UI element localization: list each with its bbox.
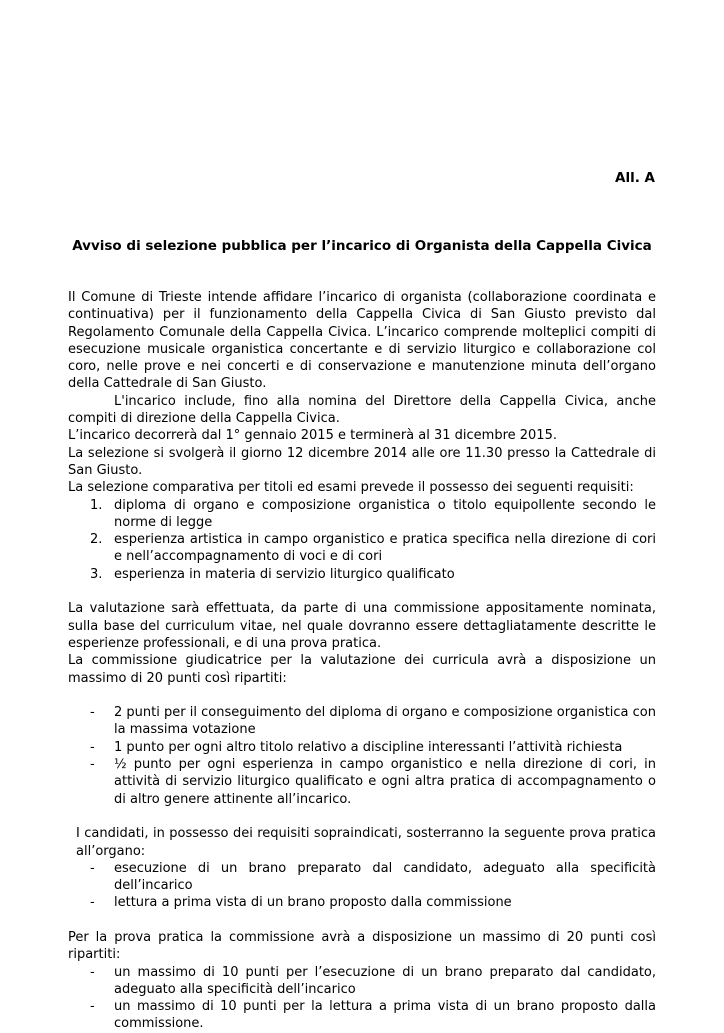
practical-points-paragraph: Per la prova pratica la commissione avrà a disposizione un massimo di 20 punti così ripartiti: xyxy=(68,929,656,963)
list-item xyxy=(68,531,656,566)
dash-marker: - xyxy=(90,999,95,1015)
list-item-text: esecuzione di un brano preparato dal candidato, adeguato alla specificità dell’incarico xyxy=(114,860,656,894)
list-item-text: un massimo di 10 punti per l’esecuzione di un brano preparato dal candidato, adeguato alla specificità dell’incarico xyxy=(114,964,656,997)
list-item-text: esperienza artistica in campo organistico e pratica specifica nella direzione di cori e nell’accompagnamento di voci e di cori xyxy=(114,532,656,565)
selection-date-paragraph: La selezione si svolgerà il giorno 12 dicembre 2014 alle ore 11.30 presso la Cattedrale di San Giusto. xyxy=(68,445,656,478)
dash-marker: - xyxy=(90,757,95,773)
list-number: 2. xyxy=(90,532,103,548)
dash-marker: - xyxy=(90,739,95,755)
candidates-paragraph: I candidati, in possesso dei requisiti sopraindicati, sosterranno la seguente prova pratica all’organo: xyxy=(76,826,656,859)
list-item-text: lettura a prima vista di un brano proposto dalla commissione xyxy=(114,895,512,911)
document-body xyxy=(68,289,656,1033)
requirements-list xyxy=(68,497,656,583)
list-item-text: 2 punti per il conseguimento del diploma di organo e composizione organistica con la massima votazione xyxy=(114,705,656,738)
cv-points-list xyxy=(68,704,656,808)
list-item xyxy=(68,964,656,999)
document-title: Avviso di selezione pubblica per l’incarico di Organista della Cappella Civica xyxy=(72,238,652,254)
list-item-text: ½ punto per ogni esperienza in campo organistico e nella direzione di cori, in attività di servizio liturgico qualificato e ogni altra pratica di accompagnamento o di altro genere attinente all’incarico. xyxy=(114,757,656,807)
annex-label: All. A xyxy=(615,170,655,186)
dash-marker: - xyxy=(90,964,95,980)
list-number: 3. xyxy=(90,566,103,582)
commission-points-paragraph: La commissione giudicatrice per la valutazione dei curricula avrà a disposizione un massimo di 20 punti così ripartiti: xyxy=(68,653,656,686)
duration-paragraph: L’incarico decorrerà dal 1° gennaio 2015 e terminerà al 31 dicembre 2015. xyxy=(68,428,557,444)
spacer xyxy=(68,808,656,825)
practical-items-list xyxy=(68,964,656,1033)
list-item xyxy=(68,497,656,532)
dash-marker: - xyxy=(90,895,95,911)
spacer xyxy=(68,912,656,929)
requirements-intro: La selezione comparativa per titoli ed esami prevede il possesso dei seguenti requisiti: xyxy=(68,480,634,496)
list-item xyxy=(68,860,656,895)
spacer xyxy=(68,687,656,704)
list-item-text: un massimo di 10 punti per la lettura a prima vista di un brano proposto dalla commissione. xyxy=(114,999,656,1032)
list-item-text: 1 punto per ogni altro titolo relativo a discipline interessanti l’attività richiesta xyxy=(114,739,623,755)
evaluation-paragraph: La valutazione sarà effettuata, da parte di una commissione appositamente nominata, sulla base del curriculum vitae, nel quale dovranno essere dettagliatamente descritte le esperienze professionali, e di una prova pratica. xyxy=(68,601,656,651)
dash-marker: - xyxy=(90,860,95,876)
list-item-text: diploma di organo e composizione organistica o titolo equipollente secondo le norme di legge xyxy=(114,497,656,530)
list-number: 1. xyxy=(90,497,103,513)
list-item xyxy=(68,998,656,1033)
list-item xyxy=(68,756,656,808)
test-items-list xyxy=(68,860,656,912)
list-item xyxy=(68,566,656,583)
intro-paragraph: Il Comune di Trieste intende affidare l’incarico di organista (collaborazione coordinata e continuativa) per il funzionamento della Cappella Civica di San Giusto previsto dal Regolamento Comunale della Cappella Civica. L’incarico comprende molteplici compiti di esecuzione musicale organistica concertante e di servizio liturgico e collaborazione col coro, nelle prove e nei concerti e di conservazione e manutenzione minuta dell’organo della Cattedrale di San Giusto. xyxy=(68,290,656,392)
direction-paragraph: L'incarico include, fino alla nomina del Direttore della Cappella Civica, anche compiti di direzione della Cappella Civica. xyxy=(68,393,656,427)
list-item xyxy=(68,704,656,739)
spacer xyxy=(68,583,656,600)
list-item-text: esperienza in materia di servizio liturgico qualificato xyxy=(114,566,455,582)
list-item xyxy=(68,739,656,756)
dash-marker: - xyxy=(90,705,95,721)
list-item xyxy=(68,894,656,911)
